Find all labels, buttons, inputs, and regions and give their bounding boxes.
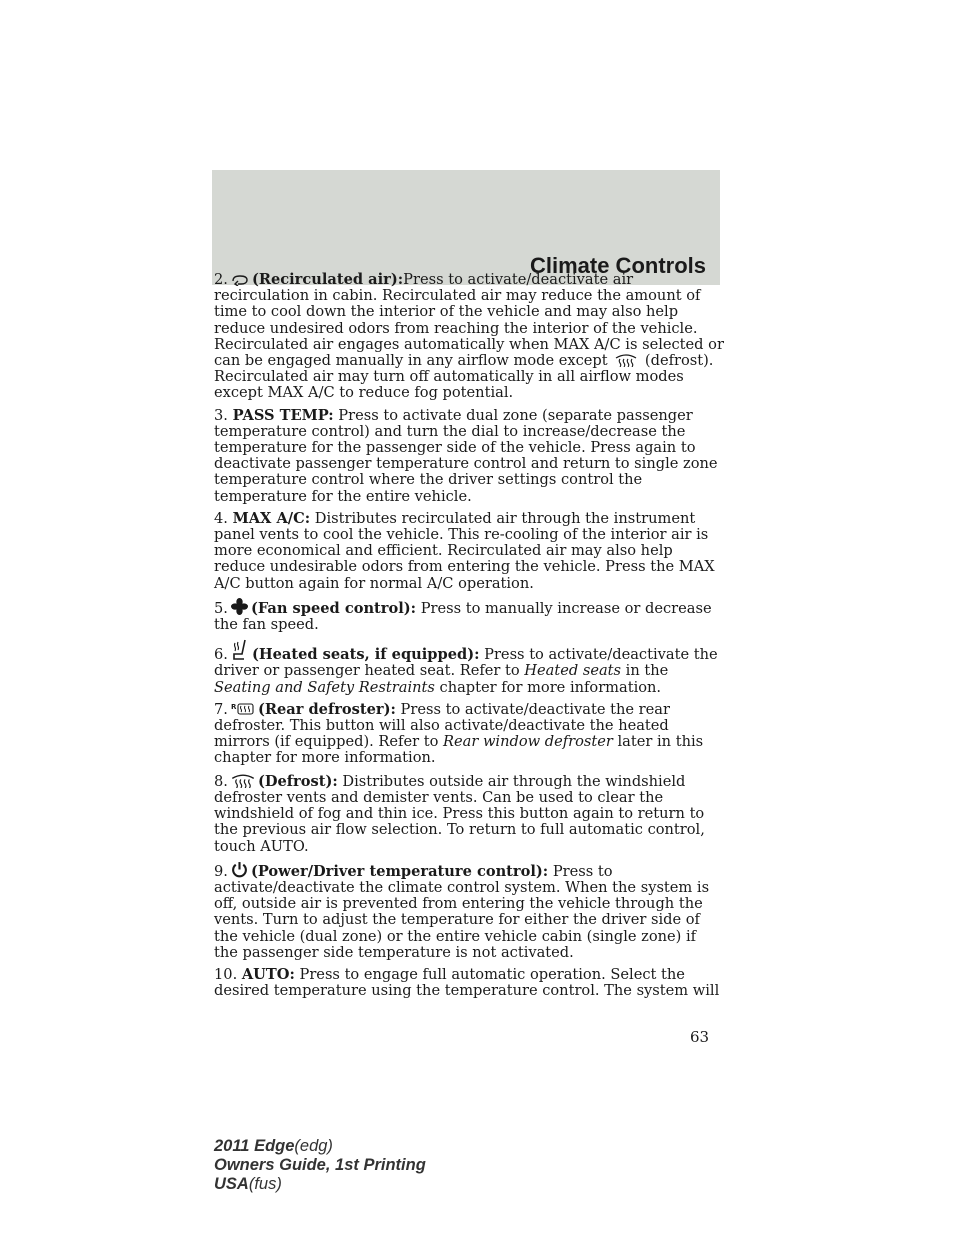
footer-line-2: Owners Guide, 1st Printing	[214, 1156, 426, 1174]
list-item-heated-seats: 6. (Heated seats, if equipped): Press to activate/deactivate the driver or passenger heated seat. Refer to Heated seats in the Seating and Safety Restraints chapter for more information.	[214, 639, 724, 696]
document-footer	[214, 1137, 426, 1194]
heated-seat-icon	[231, 639, 249, 661]
footer-line-3: USA(fus)	[214, 1175, 282, 1193]
list-item-rear-defroster: 7. R (Rear defroster): Press to activate/deactivate the rear defroster. This button will also activate/deactivate the heated mirrors (if equipped). Refer to Rear window defroster later in this chapter for more information.	[214, 700, 704, 767]
page-number: 63	[690, 1028, 710, 1046]
list-item-fan-speed: 5. (Fan speed control): Press to manually increase or decrease the fan speed.	[214, 599, 712, 634]
page-content	[214, 272, 724, 1005]
fan-icon	[231, 598, 248, 615]
rear-defroster-icon	[231, 702, 255, 716]
defrost-icon	[231, 773, 255, 788]
list-item-max-ac: 4. MAX A/C: Distributes recirculated air through the instrument panel vents to cool the vehicle. This re-cooling of the interior air is more economical and efficient. Recirculated air may also help reduce undesirable odors from entering the vehicle. Press the MAX A/C button again for normal A/C operation.	[214, 509, 715, 592]
list-item-auto: 10. AUTO: Press to engage full automatic operation. Select the desired temperature using the temperature control. The system will	[214, 965, 720, 1000]
defrost-icon	[615, 353, 637, 367]
list-item-defrost: 8. (Defrost): Distributes outside air through the windshield defroster vents and demister vents. Can be used to clear the windshield of fog and thin ice. Press this button again to return to the previous air flow selection. To return to full automatic control, touch AUTO.	[214, 772, 705, 855]
section-title: Climate Controls	[529, 253, 706, 278]
recirculated-air-icon	[231, 275, 249, 286]
footer-line-1: 2011 Edge(edg)	[214, 1137, 333, 1155]
list-item-power: 9. (Power/Driver temperature control): Press to activate/deactivate the climate control system. When the system is off, outside air is prevented from entering the vehicle through the vents. Turn to adjust the temperature for either the driver side of the vehicle (dual zone) or the entire vehicle cabin (single zone) if the passenger side temperature is not activated.	[214, 862, 710, 961]
svg-text:R: R	[230, 702, 237, 711]
list-item-pass-temp: 3. PASS TEMP: Press to activate dual zone (separate passenger temperature control) and turn the dial to increase/decrease the temperature for the passenger side of the vehicle. Press again to deactivate passenger temperature control and return to single zone temperature control where the driver settings control the temperature for the entire vehicle.	[214, 406, 718, 505]
section-header-box	[212, 170, 720, 285]
list-item-recirculated-air: 2. (Recirculated air):Press to activate/deactivate air recirculation in cabin. Recirculated air may reduce the amount of time to cool down the interior of the vehicle and may also help reduce undesired odors from reaching the interior of the vehicle. Recirculated air engages automatically when MAX A/C is selected or can be engaged manually in any airflow mode except (defrost). Recirculated air may turn off automatically in all airflow modes except MAX A/C to reduce fog potential.	[214, 271, 724, 402]
power-icon	[231, 861, 248, 878]
